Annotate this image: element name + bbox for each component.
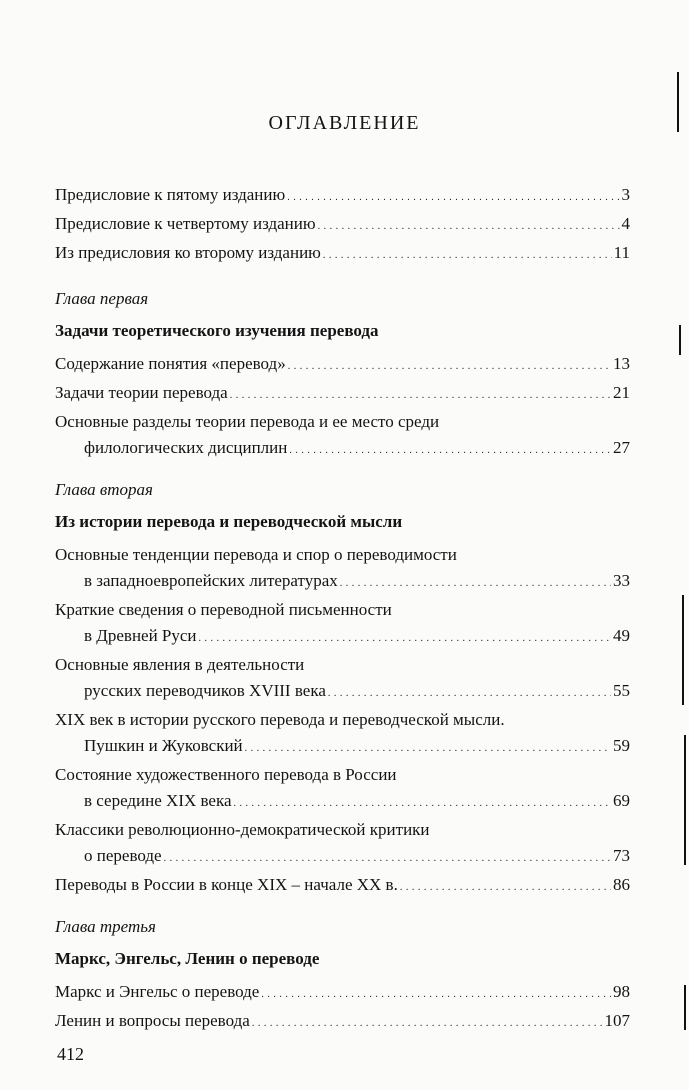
- toc-entry: [55, 240, 630, 269]
- chapter-section: [55, 287, 630, 464]
- leader-dots: [323, 240, 612, 269]
- toc-entry-page: 4: [621, 214, 630, 233]
- toc-entry-title-continued: в западноевропейских литературах: [84, 571, 338, 590]
- toc-entry-title: Из предисловия ко второму изданию: [55, 243, 321, 262]
- toc-entry: [55, 597, 630, 652]
- chapter-title: Задачи теоретического изучения перевода: [55, 321, 379, 340]
- toc-entry-title: Содержание понятия «перевод»: [55, 354, 286, 373]
- toc-entry-title-continued: Пушкин и Жуковский: [84, 736, 243, 755]
- scan-edge-mark: [684, 735, 686, 865]
- leader-dots: [199, 623, 611, 652]
- toc-entry: [55, 979, 630, 1008]
- front-matter-list: [55, 182, 630, 269]
- scan-edge-mark: [677, 72, 679, 132]
- toc-entry-page: 11: [613, 243, 630, 262]
- scan-edge-mark: [679, 325, 681, 355]
- toc-entry-page: 69: [613, 791, 630, 810]
- toc-entry-title: Основные тенденции перевода и спор о переводимости: [55, 545, 457, 564]
- toc-entry: [55, 762, 630, 817]
- table-of-contents: [55, 182, 630, 1037]
- toc-entry-page: 13: [613, 354, 630, 373]
- toc-entry-title: Основные явления в деятельности: [55, 655, 305, 674]
- toc-entry-title: Предисловие к пятому изданию: [55, 185, 286, 204]
- chapter-section: [55, 478, 630, 901]
- page-number: 412: [57, 1044, 84, 1064]
- toc-entry-title: Основные разделы теории перевода и ее место среди: [55, 412, 440, 431]
- leader-dots: [340, 568, 611, 597]
- toc-entry: [55, 542, 630, 597]
- toc-entry-page: 55: [613, 681, 630, 700]
- toc-entry: [55, 351, 630, 380]
- scan-edge-mark: [682, 595, 684, 705]
- leader-dots: [400, 872, 611, 901]
- toc-entry: [55, 409, 630, 464]
- leader-dots: [261, 979, 611, 1008]
- toc-entry-title: Классики революционно-демократической критики: [55, 820, 430, 839]
- toc-entry-title: Предисловие к четвертому изданию: [55, 214, 316, 233]
- leader-dots: [288, 351, 611, 380]
- chapter-label: Глава вторая: [55, 480, 153, 499]
- chapter-section: [55, 915, 630, 1037]
- leader-dots: [318, 211, 620, 240]
- toc-entry-title: XIX век в истории русского перевода и переводческой мысли.: [55, 710, 505, 729]
- chapter-label: Глава третья: [55, 917, 156, 936]
- leader-dots: [328, 678, 611, 707]
- toc-entry: [55, 211, 630, 240]
- toc-entry-page: 98: [613, 982, 630, 1001]
- toc-entry-page: 107: [604, 1011, 630, 1030]
- toc-entry-title: Переводы в России в конце XIX – начале XX в.: [55, 875, 398, 894]
- toc-entry-page: 59: [613, 736, 630, 755]
- toc-entry: [55, 380, 630, 409]
- page-title: ОГЛАВЛЕНИЕ: [268, 112, 421, 134]
- chapter-title: Маркс, Энгельс, Ленин о переводе: [55, 949, 320, 968]
- toc-entry-title: Маркс и Энгельс о переводе: [55, 982, 260, 1001]
- toc-entry-title: Краткие сведения о переводной письменности: [55, 600, 392, 619]
- toc-entry-page: 33: [613, 571, 630, 590]
- leader-dots: [287, 182, 619, 211]
- toc-entry: [55, 872, 630, 901]
- toc-entry-page: 73: [613, 846, 630, 865]
- toc-entry-page: 21: [613, 383, 630, 402]
- leader-dots: [245, 733, 611, 762]
- leader-dots: [289, 435, 611, 464]
- toc-entry-title-continued: о переводе: [84, 846, 162, 865]
- toc-entry-page: 3: [621, 185, 630, 204]
- toc-entry: [55, 652, 630, 707]
- leader-dots: [164, 843, 611, 872]
- toc-entry-page: 49: [613, 626, 630, 645]
- toc-entry-title-continued: филологических дисциплин: [84, 438, 288, 457]
- toc-entry: [55, 182, 630, 211]
- toc-entry: [55, 1008, 630, 1037]
- toc-entry-title-continued: русских переводчиков XVIII века: [84, 681, 326, 700]
- leader-dots: [230, 380, 611, 409]
- toc-entry-title: Ленин и вопросы перевода: [55, 1011, 250, 1030]
- leader-dots: [252, 1008, 603, 1037]
- toc-entry-page: 86: [613, 875, 630, 894]
- toc-entry: [55, 817, 630, 872]
- toc-entry-page: 27: [613, 438, 630, 457]
- scan-edge-mark: [684, 985, 686, 1030]
- toc-entry: [55, 707, 630, 762]
- toc-entry-title: Задачи теории перевода: [55, 383, 228, 402]
- chapter-title: Из истории перевода и переводческой мысли: [55, 512, 403, 531]
- chapter-label: Глава первая: [55, 289, 149, 308]
- toc-entry-title-continued: в середине XIX века: [84, 791, 232, 810]
- toc-entry-title-continued: в Древней Руси: [84, 626, 197, 645]
- toc-entry-title: Состояние художественного перевода в России: [55, 765, 397, 784]
- leader-dots: [234, 788, 611, 817]
